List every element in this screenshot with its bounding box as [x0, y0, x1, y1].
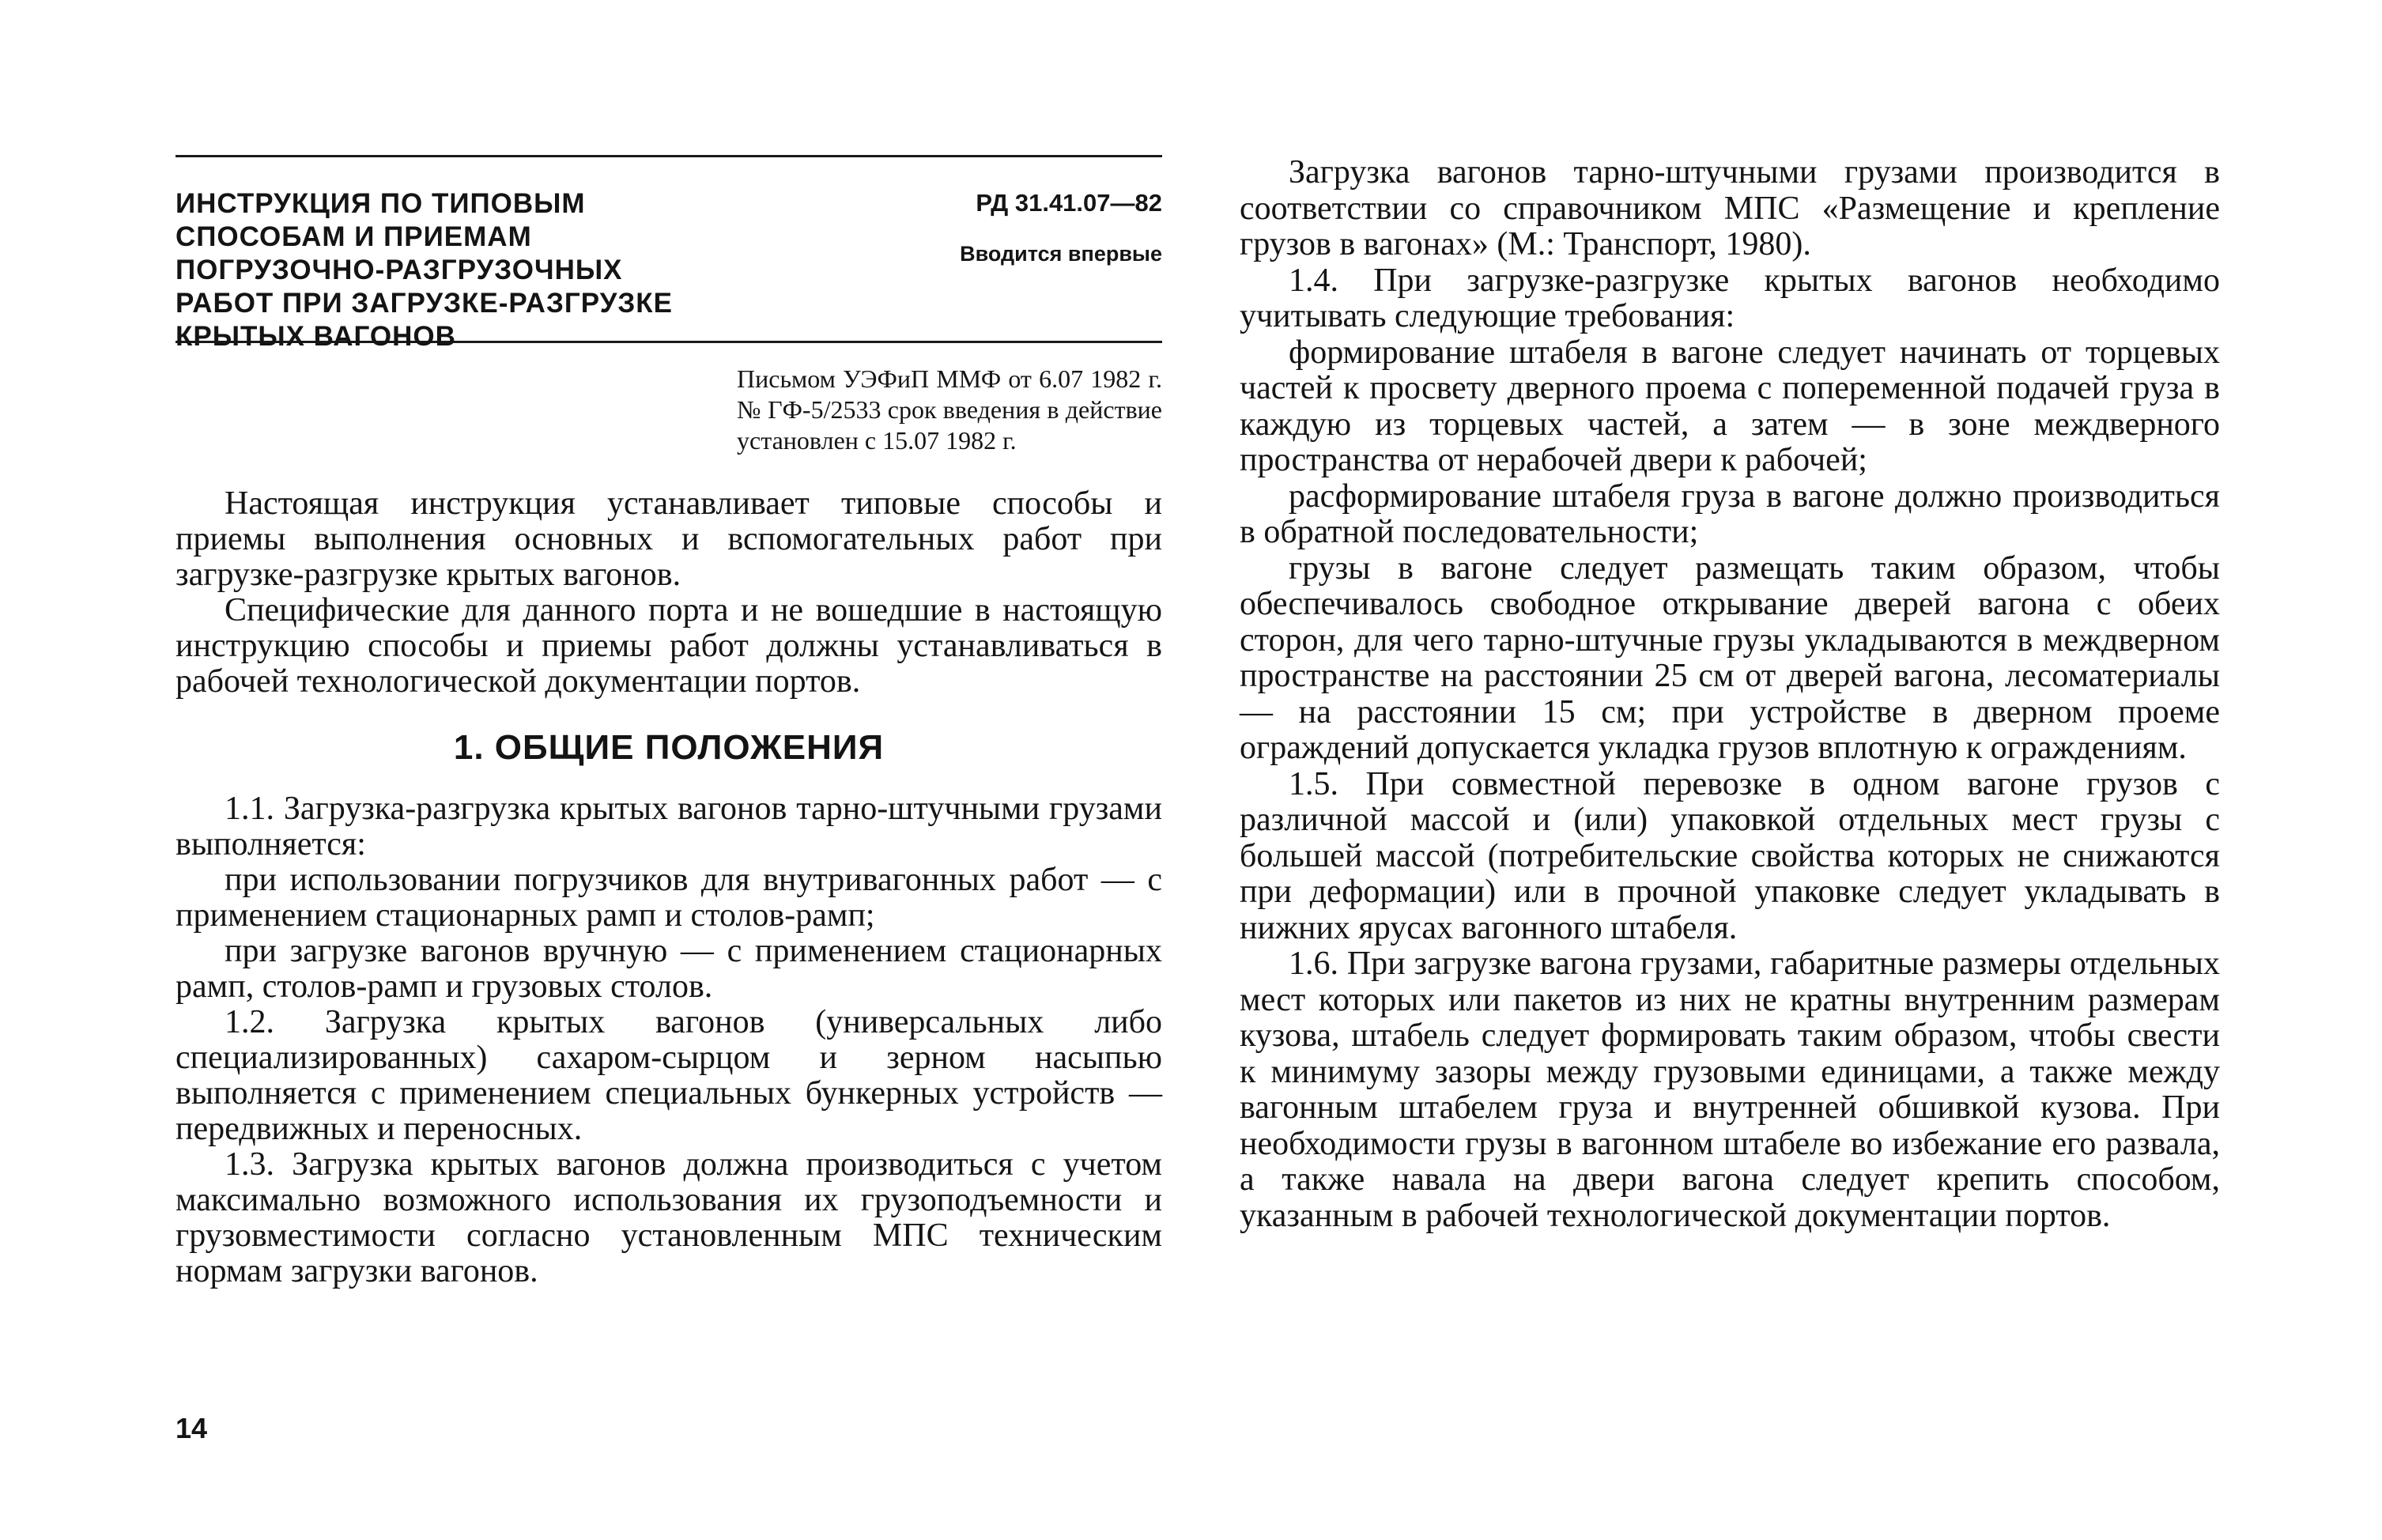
intro-paragraph: Настоящая инструкция устанавливает типовые способы и приемы выполнения основных и вспомогательных работ при загрузке-разгрузке крытых вагонов. — [176, 485, 1162, 593]
body-paragraph: 1.4. При загрузке-разгрузке крытых вагонов необходимо учитывать следующие требования: — [1240, 262, 2220, 334]
body-paragraph: 1.3. Загрузка крытых вагонов должна производиться с учетом максимально возможного использования их грузоподъемности и грузовместимости согласно установленным МПС техническим нормам загрузки вагонов. — [176, 1146, 1162, 1289]
document-code: РД 31.41.07—82 — [976, 189, 1162, 217]
body-paragraph: 1.1. Загрузка-разгрузка крытых вагонов тарно-штучными грузами выполняется: — [176, 791, 1162, 862]
title-line: СПОСОБАМ И ПРИЕМАМ — [176, 221, 532, 252]
document-title — [176, 187, 673, 353]
title-line: ПОГРУЗОЧНО-РАЗГРУЗОЧНЫХ — [176, 255, 623, 285]
body-paragraph: 1.2. Загрузка крытых вагонов (универсальных либо специализированных) сахаром-сырцом и зерном насыпью выполняется с применением специальных бункерных устройств — передвижных и переносных. — [176, 1004, 1162, 1147]
document-header — [176, 157, 1162, 352]
left-column — [176, 155, 1162, 1289]
page-number: 14 — [176, 1412, 208, 1444]
title-line: КРЫТЫХ ВАГОНОВ — [176, 321, 456, 352]
body-paragraph: 1.6. При загрузке вагона грузами, габаритные размеры отдельных мест которых или пакетов из них не кратны внутренним размерам кузова, штабель следует формировать таким образом, чтобы свести к минимуму зазоры между грузовыми единицами, а также между вагонным штабелем груза и внутренней обшивкой кузова. При необходимости грузы в вагонном штабеле во избежание его развала, а также навала на двери вагона следует крепить способом, указанным в рабочей технологической документации портов. — [1240, 946, 2220, 1234]
body-paragraph: при загрузке вагонов вручную — с применением стационарных рамп, столов-рамп и грузовых столов. — [176, 933, 1162, 1005]
body-paragraph: грузы в вагоне следует размещать таким образом, чтобы обеспечивалось свободное открывание дверей вагона с обеих сторон, для чего тарно-штучные грузы укладываются в междверном пространстве на расстоянии 25 см от дверей вагона, лесоматериалы — на расстоянии 15 см; при устройстве в дверном проеме ограждений допускается укладка грузов вплотную к ограждениям. — [1240, 549, 2220, 766]
body-paragraph: 1.5. При совместной перевозке в одном вагоне грузов с различной массой и (или) упаковкой отдельных мест грузы с большей массой (потребительские свойства которых не снижаются при деформации) или в прочной упаковке следует укладывать в нижних ярусах вагонного штабеля. — [1240, 765, 2220, 946]
body-paragraph: расформирование штабеля груза в вагоне должно производиться в обратной последовательности; — [1240, 477, 2220, 550]
section-heading: 1. ОБЩИЕ ПОЛОЖЕНИЯ — [453, 728, 885, 767]
intro-paragraph: Специфические для данного порта и не вошедшие в настоящую инструкцию способы и приемы работ должны устанавливаться в рабочей технологической документации портов. — [176, 592, 1162, 700]
intro-status: Вводится впервые — [960, 242, 1162, 266]
right-column — [1240, 155, 2220, 1234]
body-paragraph: при использовании погрузчиков для внутривагонных работ — с применением стационарных рамп и столов-рамп; — [176, 862, 1162, 934]
body-paragraph: Загрузка вагонов тарно-штучными грузами производится в соответствии со справочником МПС «Размещение и крепление грузов в вагонах» (М.: Транспорт, 1980). — [1240, 154, 2220, 262]
approval-note: Письмом УЭФиП ММФ от 6.07 1982 г. № ГФ-5/2533 срок введения в действие установлен с 15.07 1982 г. — [737, 364, 1162, 455]
title-line: РАБОТ ПРИ ЗАГРУЗКЕ-РАЗГРУЗКЕ — [176, 288, 673, 319]
title-line: ИНСТРУКЦИЯ ПО ТИПОВЫМ — [176, 188, 586, 219]
body-paragraph: формирование штабеля в вагоне следует начинать от торцевых частей к просвету дверного проема с попеременной подачей груза в каждую из торцевых частей, а затем — в зоне междверного пространства от нерабочей двери к рабочей; — [1240, 334, 2220, 478]
